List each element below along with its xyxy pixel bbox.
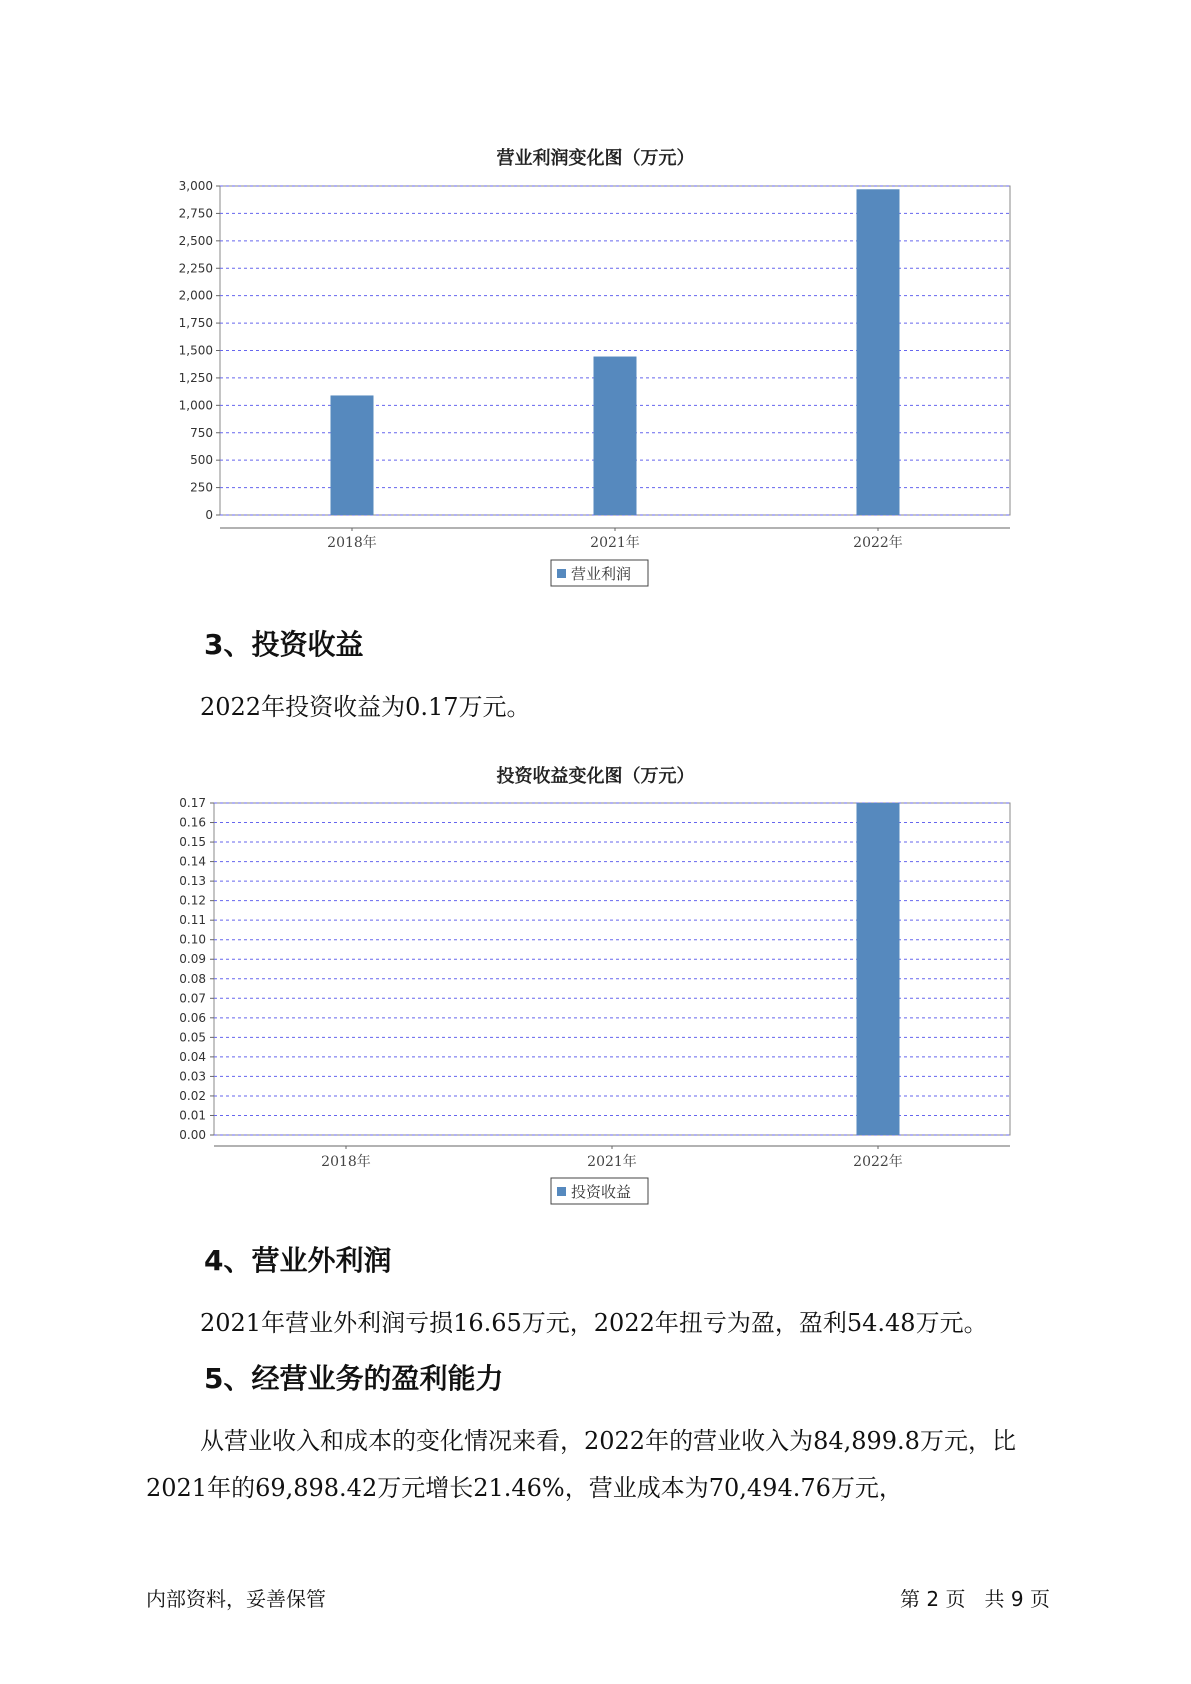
chart-title-operating-profit: 营业利润变化图（万元） <box>496 148 695 169</box>
paragraph-investment-income: 2022年投资收益为0.17万元。 <box>200 693 531 721</box>
y-tick-label: 0.08 <box>179 971 206 986</box>
y-tick-label: 0.09 <box>179 952 206 967</box>
y-tick-label: 1,000 <box>178 398 213 413</box>
x-tick-label: 2018年 <box>327 535 377 551</box>
y-tick-label: 0 <box>205 508 213 522</box>
y-tick-label: 0.06 <box>179 1010 206 1025</box>
y-tick-label: 750 <box>190 425 213 440</box>
x-tick-label: 2021年 <box>590 535 640 551</box>
y-tick-label: 0.05 <box>179 1030 206 1045</box>
y-tick-label: 0.13 <box>179 874 206 889</box>
legend-label: 营业利润 <box>571 565 632 583</box>
y-tick-label: 500 <box>190 453 213 468</box>
y-tick-label: 3,000 <box>178 179 213 193</box>
y-tick-label: 0.03 <box>179 1069 206 1084</box>
footer-page-number: 第 2 页 共 9 页 <box>900 1587 1050 1611</box>
section-heading-investment-income: 3、投资收益 <box>204 628 364 661</box>
x-tick-label: 2021年 <box>587 1154 637 1170</box>
y-tick-label: 2,250 <box>178 261 213 276</box>
x-tick-label: 2022年 <box>853 535 903 551</box>
legend-swatch <box>557 1187 566 1196</box>
x-tick-label: 2018年 <box>321 1154 371 1170</box>
y-tick-label: 2,000 <box>178 288 213 303</box>
y-tick-label: 2,750 <box>178 206 213 221</box>
x-tick-label: 2022年 <box>853 1154 903 1170</box>
y-tick-label: 0.17 <box>179 796 206 810</box>
section-heading-non-operating-profit: 4、营业外利润 <box>204 1244 392 1277</box>
legend-label: 投资收益 <box>571 1183 632 1201</box>
y-tick-label: 2,500 <box>178 233 213 248</box>
y-tick-label: 0.12 <box>179 893 206 908</box>
y-tick-label: 0.16 <box>179 815 206 830</box>
chart-title-investment-income: 投资收益变化图（万元） <box>496 766 695 787</box>
y-tick-label: 0.07 <box>179 991 206 1006</box>
paragraph-profitability: 从营业收入和成本的变化情况来看，2022年的营业收入为84,899.8万元，比2021年的69,898.42万元增长21.46%，营业成本为70,494.76万元， <box>146 1427 1016 1502</box>
y-tick-label: 1,750 <box>178 316 213 331</box>
y-tick-label: 1,250 <box>178 370 213 385</box>
y-tick-label: 0.15 <box>179 835 206 850</box>
y-tick-label: 0.11 <box>179 913 206 928</box>
y-tick-label: 0.04 <box>179 1049 206 1064</box>
y-tick-label: 250 <box>190 480 213 495</box>
paragraph-non-operating-profit: 2021年营业外利润亏损16.65万元，2022年扭亏为盈，盈利54.48万元。 <box>200 1309 988 1337</box>
y-tick-label: 0.00 <box>179 1128 206 1142</box>
y-tick-label: 1,500 <box>178 343 213 358</box>
section-heading-profitability: 5、经营业务的盈利能力 <box>204 1362 504 1395</box>
y-tick-label: 0.10 <box>179 932 206 947</box>
y-tick-label: 0.14 <box>179 854 206 869</box>
bar-2022年 <box>857 803 900 1135</box>
y-tick-label: 0.02 <box>179 1088 206 1103</box>
footer-confidential-note: 内部资料，妥善保管 <box>146 1587 326 1611</box>
y-tick-label: 0.01 <box>179 1108 206 1123</box>
